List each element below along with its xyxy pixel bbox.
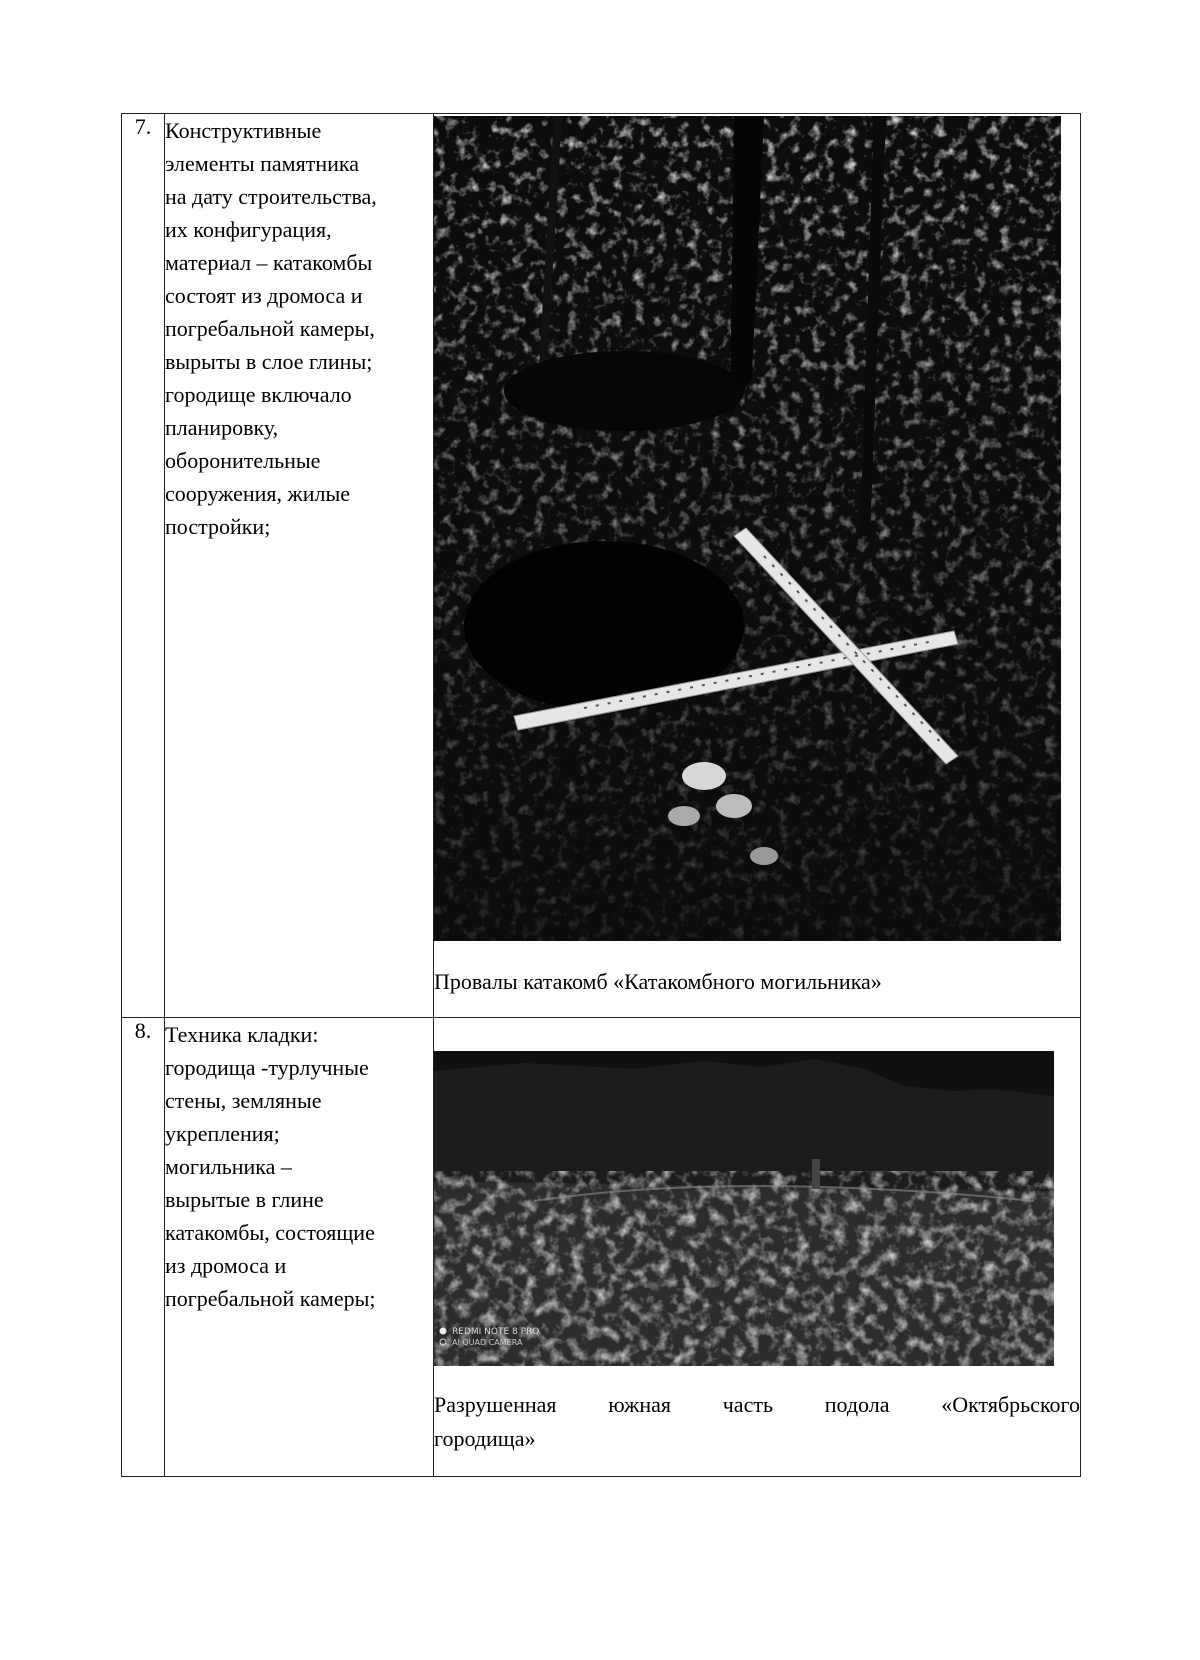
row-number: 7. (122, 114, 165, 1018)
caption-line: городища» (434, 1426, 536, 1451)
caption-word: Разрушенная (434, 1392, 557, 1417)
photo-caption: Провалы катакомб «Катакомбного могильника» (434, 969, 882, 994)
description-line: Конструктивные (165, 118, 322, 143)
caption-line (434, 1388, 1080, 1422)
description-line: погребальной камеры; (165, 1286, 376, 1311)
description-line: городище включало (165, 382, 352, 407)
caption-word: южная (608, 1392, 672, 1417)
table-row (122, 1018, 1081, 1477)
description-line: могильника – (165, 1154, 292, 1179)
settlement-landscape-photo (434, 1051, 1054, 1366)
caption-word: часть (722, 1392, 773, 1417)
description-line: состоят из дромоса и (165, 283, 363, 308)
table-row (122, 114, 1081, 1018)
description-line: постройки; (165, 514, 271, 539)
caption-word: «Октябрьского (941, 1392, 1080, 1417)
row-description (165, 1018, 434, 1477)
description-line: планировку, (165, 415, 279, 440)
description-text (165, 114, 433, 543)
description-line: погребальной камеры, (165, 316, 375, 341)
description-line: из дромоса и (165, 1253, 287, 1278)
description-text (165, 1018, 433, 1315)
description-line: Техника кладки: (165, 1022, 319, 1047)
camera-watermark: AI QUAD CAMERA (452, 1338, 523, 1347)
description-line: укрепления; (165, 1121, 280, 1146)
row-description (165, 114, 434, 1018)
description-line: оборонительные (165, 448, 321, 473)
description-line: на дату строительства, (165, 184, 377, 209)
description-line: вырыты в слое глины; (165, 349, 373, 374)
camera-watermark: REDMI NOTE 8 PRO (452, 1327, 540, 1337)
forest-catacomb-photo (434, 116, 1061, 941)
caption-word: подола (824, 1392, 890, 1417)
photo-cell (434, 114, 1081, 1018)
description-line: материал – катакомбы (165, 250, 373, 275)
photo-caption (434, 1388, 1080, 1456)
description-line: городища -турлучные (165, 1055, 369, 1080)
description-line: стены, земляные (165, 1088, 322, 1113)
description-line: элементы памятника (165, 151, 360, 176)
monument-table (121, 113, 1081, 1477)
description-line: сооружения, жилые (165, 481, 351, 506)
description-line: вырытые в глине (165, 1187, 324, 1212)
description-line: их конфигурация, (165, 217, 332, 242)
photo-cell (434, 1018, 1081, 1477)
row-number: 8. (122, 1018, 165, 1477)
camera-logo-icon (440, 1328, 447, 1335)
description-line: катакомбы, состоящие (165, 1220, 375, 1245)
